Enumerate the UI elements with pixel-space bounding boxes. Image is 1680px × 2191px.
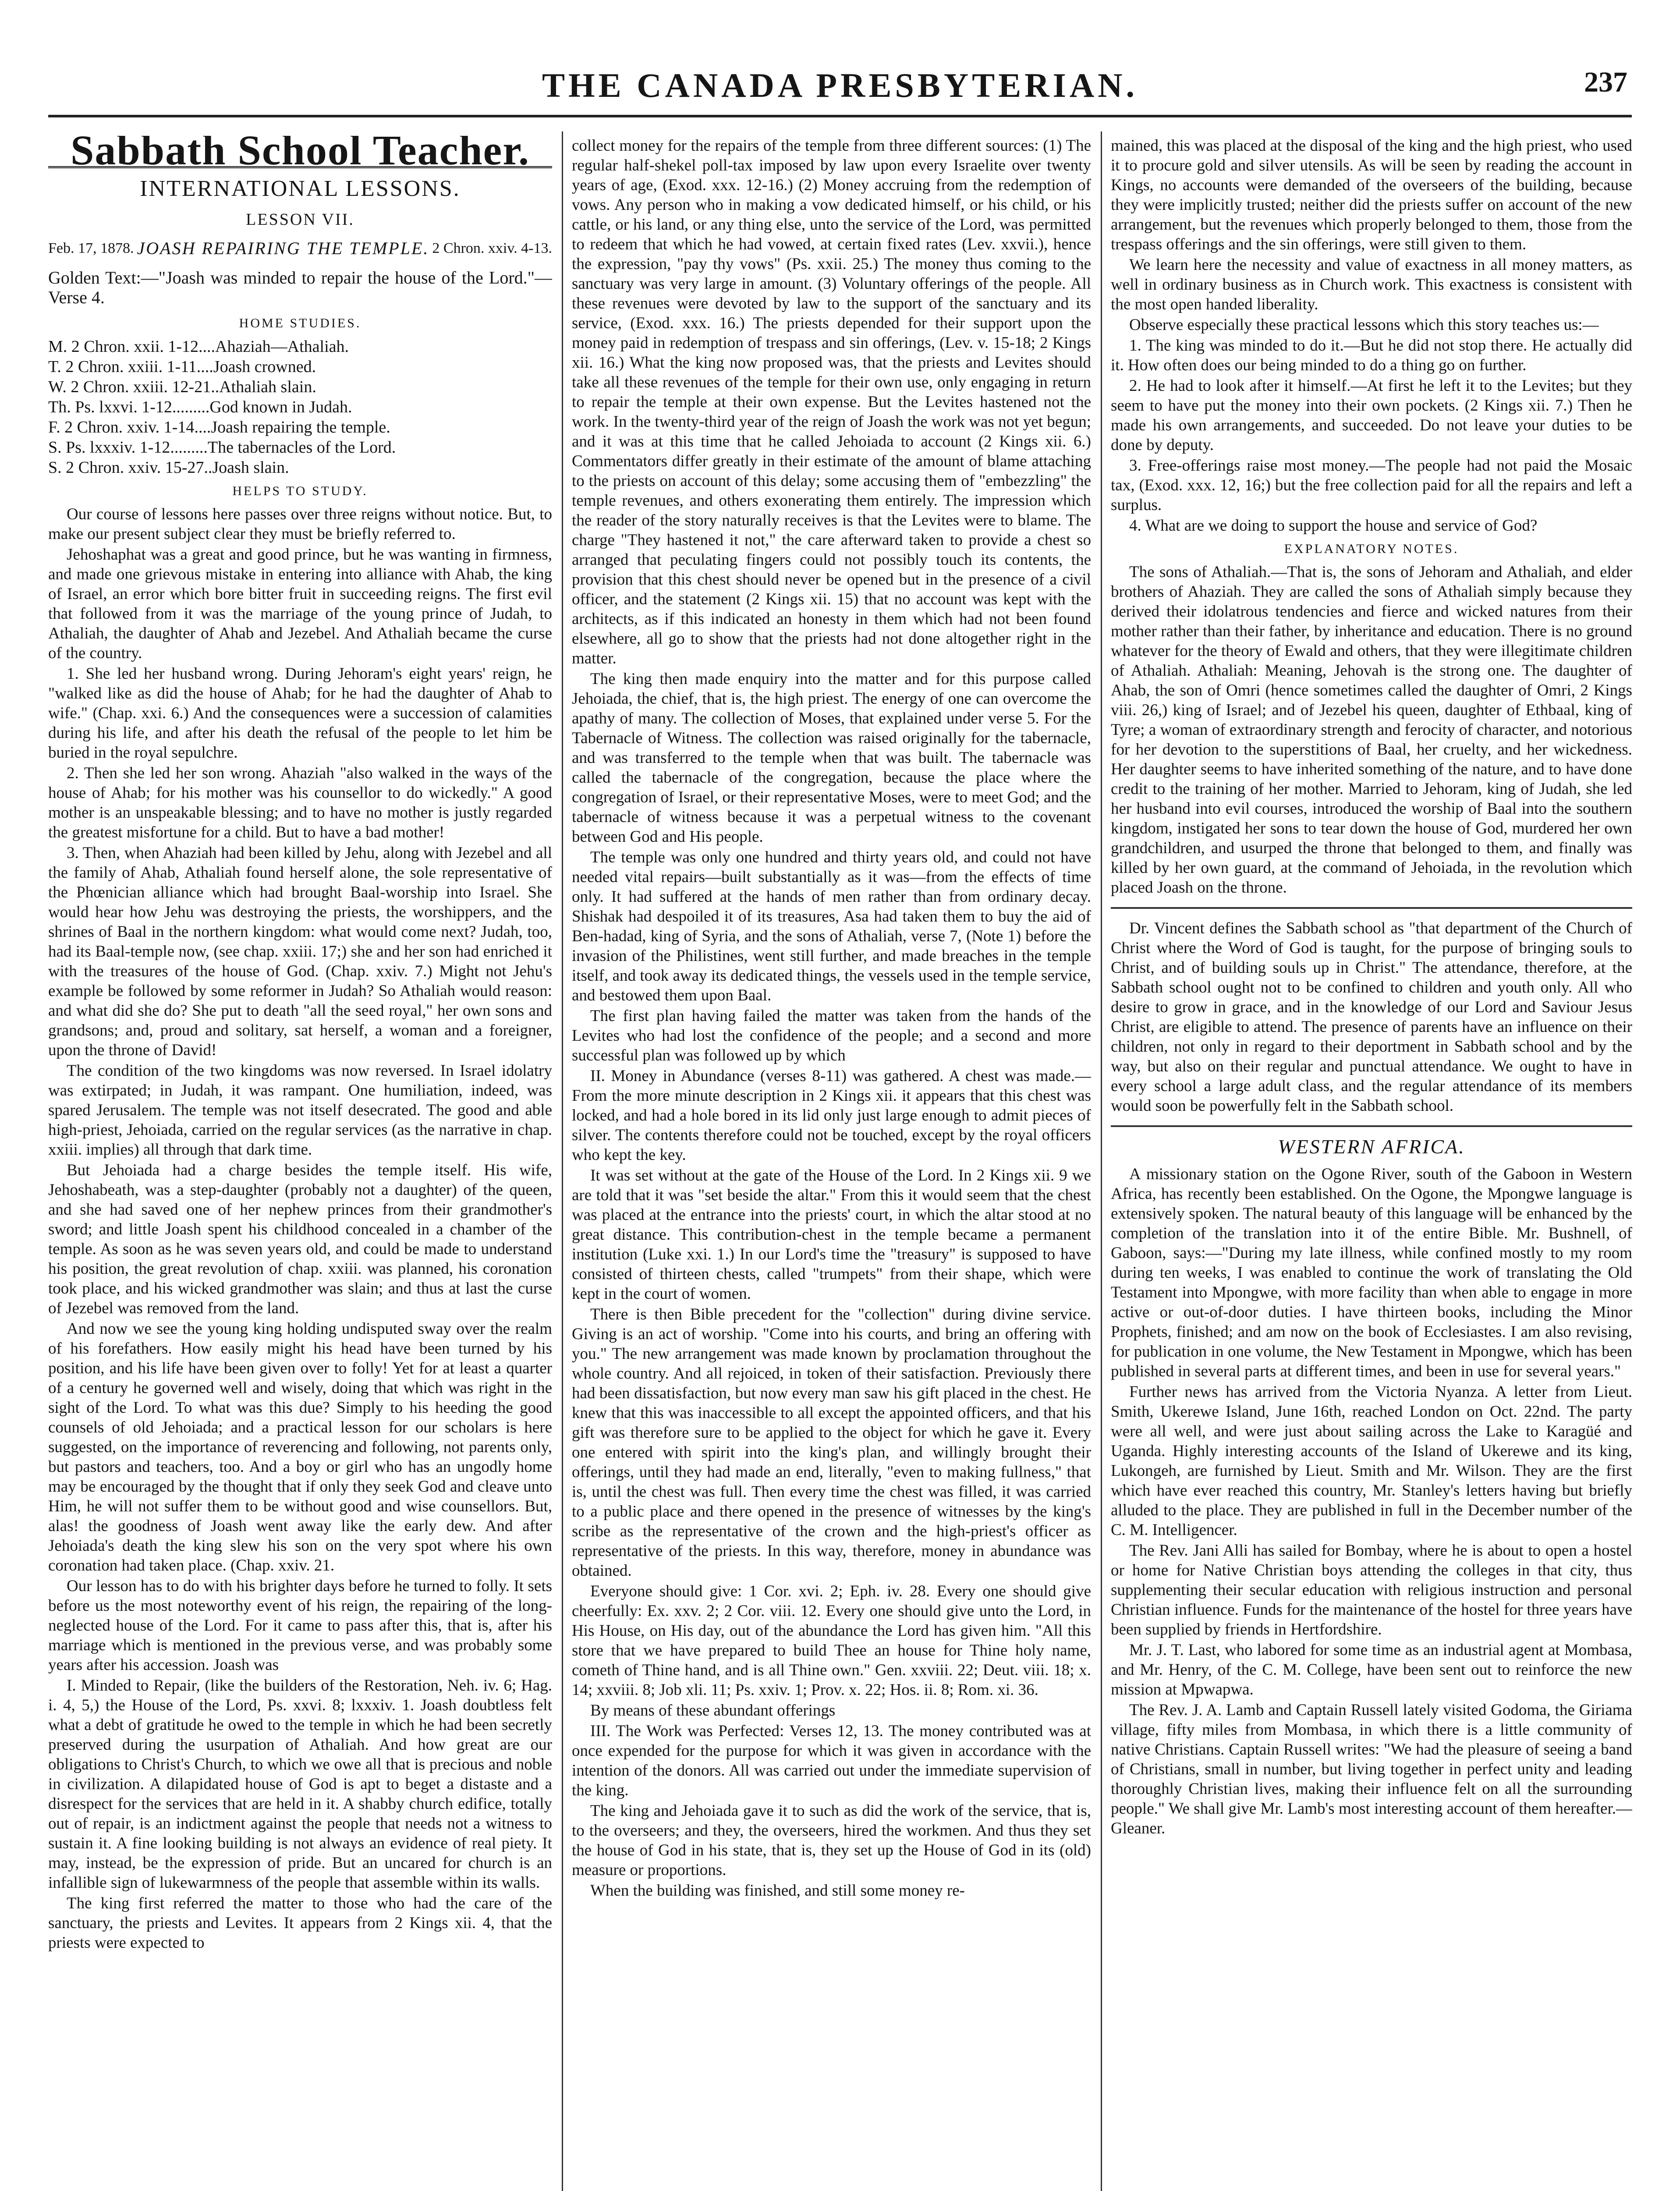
africa-paragraph: A missionary station on the Ogone River, south of the Gaboon in Western Africa, has recently been established. On the Ogone, the Mpongwe language is extensively spoken. The natural beauty of this language will be enhanced by the completion of the translation into it of the entire Bible. Mr. Bushnell, of Gaboon, says:—"During my late illness, while confined mostly to my room during ten weeks, I was enabled to continue the work of translating the Old Testament into Mpongwe, with more facility than when able to engage in more active or out-of-door duties. I have thirteen books, including the Minor Prophets, finished; and am now on the book of Ecclesiastes. I am also revising, for publication in one volume, the New Testament in Mpongwe, which has been published in several parts at different times, and been in use for several years." bbox=[1111, 1165, 1632, 1380]
paragraph: The temple was only one hundred and thirty years old, and could not have needed vital repairs—built substantially as it was—from the effects of time only. It had suffered at the hands of men rather than from ordinary decay. Shishak had despoiled it of its treasures, Asa had taken them to buy the aid of Ben-hadad, king of Syria, and the sons of Athaliah, verse 7, (Note 1) before the invasion of the Philistines, went still further, and made breaches in the temple itself, and took away its dedicated things, the vessels used in the temple service, and bestowed them upon Baal. bbox=[572, 848, 1091, 1004]
paragraph: Our lesson has to do with his brighter days before he turned to folly. It sets before us the most noteworthy event of his reign, the repairing of the long-neglected house of the Lord. For it came to pass after this, that is, after his marriage which is mentioned in the previous verse, and was probably some years after his accession. Joash was bbox=[48, 1577, 552, 1674]
paragraph: When the building was finished, and still some money re- bbox=[590, 1882, 965, 1900]
study-item: T. 2 Chron. xxiii. 1-11....Joash crowned. bbox=[48, 358, 316, 376]
column-2 bbox=[572, 136, 1091, 2191]
newspaper-title: THE CANADA PRESBYTERIAN. bbox=[542, 66, 1138, 104]
paragraph: Our course of lessons here passes over three reigns without notice. But, to make our present subject clear they must be briefly referred to. bbox=[48, 505, 552, 543]
paragraph: II. Money in Abundance (verses 8-11) was gathered. A chest was made.—From the more minute description in 2 Kings xii. it appears that this chest was locked, and had a hole bored in its lid only just large enough to admit pieces of silver. The contents therefore could not be touched, except by the royal officers who kept the key. bbox=[572, 1067, 1091, 1164]
paragraph: 2. Then she led her son wrong. Ahaziah "also walked in the ways of the house of Ahab; for his mother was his counsellor to do wickedly." A good mother is an unspeakable blessing; and to have no mother is justly regarded the greatest misfortune for a child. But to have a bad mother! bbox=[48, 764, 552, 841]
lesson-point: 4. What are we doing to support the house and service of God? bbox=[1129, 517, 1538, 535]
lesson-subject: JOASH REPAIRING THE TEMPLE. bbox=[137, 238, 429, 258]
section-divider bbox=[1111, 907, 1632, 909]
paragraph: 1. She led her husband wrong. During Jehoram's eight years' reign, he "walked like as did the house of Ahab; for he had the daughter of Ahab to wife." (Chap. xxi. 6.) And the consequences were a succession of calamities during his life, and after his death the refusal of the people to let him be buried in the royal sepulchre. bbox=[48, 665, 552, 762]
lesson-date: Feb. 17, 1878. bbox=[48, 240, 134, 256]
study-item: Th. Ps. lxxvi. 1-12.........God known in Judah. bbox=[48, 398, 352, 416]
study-item: M. 2 Chron. xxii. 1-12....Ahaziah—Athaliah. bbox=[48, 337, 349, 356]
lesson-number: LESSON VII. bbox=[246, 210, 354, 229]
paragraph: There is then Bible precedent for the "collection" during divine service. Giving is an act of worship. "Come into his courts, and bring an offering with you." The new arrangement was made known by proclamation throughout the whole country. And all rejoiced, in token of their satisfaction. Previously there had been dissatisfaction, but now every man saw his gift placed in the chest. He knew that this was inaccessible to all except the appointed officers, and that his gift was therefore sure to be applied to the object for which he gave it. Every one entered with spirit into the king's plan, and willingly brought their offerings, until they had made an end, literally, "even to making fullness," that is, until the chest was full. Then every time the chest was filled, it was carried to a public place and there opened in the presence of witnesses by the king's scribe as the representative of the crown and the high-priest's officer as representative of the priests. In this way, therefore, money in abundance was obtained. bbox=[572, 1305, 1091, 1580]
study-item: S. 2 Chron. xxiv. 15-27..Joash slain. bbox=[48, 458, 289, 477]
header-rule bbox=[48, 115, 1632, 117]
africa-paragraph: Further news has arrived from the Victoria Nyanza. A letter from Lieut. Smith, Ukerewe Island, June 16th, reached London on Oct. 22nd. The party were all well, and were just about sailing across the Lake to Karagüé and Uganda. Highly interesting accounts of the Island of Ukerewe and its king, Lukongeh, are furnished by Lieut. Smith and Mr. Wilson. They are the first which have ever reached this country, Mr. Stanley's letters having but briefly alluded to the place. They are published in full in the December number of the C. M. Intelligencer. bbox=[1111, 1383, 1632, 1539]
paragraph: The first plan having failed the matter was taken from the hands of the Levites who had lost the confidence of the people; and a second and more successful plan was followed up by which bbox=[572, 1007, 1091, 1064]
study-item: W. 2 Chron. xxiii. 12-21..Athaliah slain. bbox=[48, 378, 316, 396]
paragraph: We learn here the necessity and value of exactness in all money matters, as well in ordinary business as in Church work. This exactness is consistent with the most open handed liberality. bbox=[1111, 256, 1632, 313]
lesson-subject-row bbox=[48, 238, 552, 258]
paragraph: 3. Then, when Ahaziah had been killed by Jehu, along with Jezebel and all the family of Ahab, Athaliah found herself alone, the sole representative of the Phœnician alliance which had brought Baal-worship into Israel. She would hear how Jehu was destroying the priests, the worshippers, and the shrines of Baal in the northern kingdom: what would come next? Judah, too, had its Baal-temple now, (see chap. xxiii. 17;) she and her son had enriched it with the treasures of the house of God. (Chap. xxiv. 7.) Might not Jehu's example be followed by some reformer in Judah? So Athaliah would reason: and what did she do? She put to death "all the seed royal," her own sons and grandsons; and, proud and solitary, sat herself, a woman and a foreigner, upon the throne of David! bbox=[48, 844, 552, 1059]
paragraph: The king and Jehoiada gave it to such as did the work of the service, that is, to the overseers; and they, the overseers, hired the workmen. And thus they set the house of God in his state, that is, they set up the House of God in its (old) measure or proportions. bbox=[572, 1802, 1091, 1879]
study-item: F. 2 Chron. xxiv. 1-14....Joash repairing the temple. bbox=[48, 418, 390, 436]
paragraph: The condition of the two kingdoms was now reversed. In Israel idolatry was extirpated; in Judah, it was rampant. One humiliation, indeed, was spared Jerusalem. The temple was not itself desecrated. The good and able high-priest, Jehoiada, carried on the regular services (as the narrative in chap. xxiii. implies) all through that dark time. bbox=[48, 1062, 552, 1159]
study-item: S. Ps. lxxxiv. 1-12.........The tabernacles of the Lord. bbox=[48, 438, 396, 457]
paragraph: And now we see the young king holding undisputed sway over the realm of his forefathers. How easily might his head have been turned by his position, and his life have been given over to folly! Yet for at least a quarter of a century he governed well and wisely, doing that which was right in the sight of the Lord. To what was this due? Simply to his heeding the good counsels of old Jehoiada; and a practical lesson for our scholars is here suggested, on the importance of reverencing and following, not parents only, but pastors and teachers, too. And a boy or girl who has an ungodly home may be encouraged by the thought that if only they seek God and cleave unto Him, he will not suffer them to be without good and wise counsellors. But, alas! the goodness of Joash went away like the early dew. And after Jehoiada's death the king slew his son on the very spot where his own coronation had taken place. (Chap. xxiv. 21. bbox=[48, 1320, 552, 1574]
paragraph: I. Minded to Repair, (like the builders of the Restoration, Neh. iv. 6; Hag. i. 4, 5,) the House of the Lord, Ps. xxvi. 8; lxxxiv. 1. Joash doubtless felt what a debt of gratitude he owed to the temple in which he had been secretly preserved during the usurpation of Athaliah. And how great are our obligations to Christ's Church, to which we owe all that is precious and noble in civilization. A dilapidated house of God is apt to beget a distaste and a disrespect for the services that are held in it. A shabby church edifice, totally out of repair, is an indictment against the people that needs not a witness to sustain it. A fine looking building is not always an evidence of real piety. It may, instead, be the expression of pride. But an uncared for church is an infallible sign of lukewarmness of the people that assemble within its walls. bbox=[48, 1677, 552, 1892]
page-header bbox=[48, 66, 1632, 114]
paragraph: The king then made enquiry into the matter and for this purpose called Jehoiada, the chief, that is, the high priest. The energy of one can overcome the apathy of many. The collection of Moses, that explained under verse 5. For the Tabernacle of Witness. The collection was raised originally for the tabernacle, and was transferred to the temple when that was built. The tabernacle was called the tabernacle of the congregation, because the place where the congregation of Israel, or their representative Moses, were to meet God; and the tabernacle of witness because it was a perpetual witness to the covenant between God and His people. bbox=[572, 670, 1091, 846]
section-title: INTERNATIONAL LESSONS. bbox=[140, 176, 461, 201]
paragraph: Everyone should give: 1 Cor. xvi. 2; Eph. iv. 28. Every one should give cheerfully: Ex. xxv. 2; 2 Cor. viii. 12. Every one should give unto the Lord, in His House, on His day, out of the abundance the Lord has given him. "All this store that we have prepared to build Thee an house for Thine holy name, cometh of Thine hand, and is all Thine own." Gen. xxviii. 22; Deut. viii. 18; x. 14; xxviii. 8; Job xli. 11; Ps. xxiv. 1; Prov. x. 22; Hos. ii. 8; Rom. xi. 36. bbox=[572, 1582, 1091, 1699]
vincent-paragraph: Dr. Vincent defines the Sabbath school as "that department of the Church of Christ where the Word of God is taught, for the purpose of bringing souls to Christ, and of building souls up in Christ." The attendance, therefore, at the Sabbath school ought not to be confined to children and youth only. All who desire to grow in grace, and in the knowledge of our Lord and Saviour Jesus Christ, are eligible to attend. The presence of parents have an influence on their children, not only in regard to their deportment in Sabbath school and by the way, but also on their regular and punctual attendance. We ought to have in every school a large adult class, and the regular attendance of its members would soon be powerfully felt in the Sabbath school. bbox=[1111, 919, 1632, 1115]
lesson-point: 2. He had to look after it himself.—At first he left it to the Levites; but they seem to have put the money into their own pockets. (2 Kings xii. 7.) Then he made his own arrangements, and succeeded. Do not leave your duties to be done by deputy. bbox=[1111, 377, 1632, 454]
paragraph: mained, this was placed at the disposal of the king and the high priest, who used it to procure gold and silver utensils. As will be seen by reading the account in Kings, no accounts were demanded of the overseers of the building, because they were implicitly trusted; neither did the priests suffer on account of the new arrangement, but the revenues which properly belonged to them, those from the trespass offerings and the sin offerings, were still given to them. bbox=[1111, 137, 1632, 253]
lesson-point: 3. Free-offerings raise most money.—The people had not paid the Mosaic tax, (Exod. xxx. 12, 16;) but the free collection paid for all the repairs and left a surplus. bbox=[1111, 457, 1632, 514]
column-3 bbox=[1111, 136, 1632, 2191]
home-studies-title: HOME STUDIES. bbox=[239, 316, 362, 330]
africa-paragraph: The Rev. J. A. Lamb and Captain Russell lately visited Godoma, the Giriama village, fifty miles from Mombasa, in which there is a little community of native Christians. Captain Russell writes: "We had the pleasure of seeing a band of Christians, small in number, but living together in perfect unity and leading thoroughly Christian lives, making their influence felt on all the surrounding people." We shall give Mr. Lamb's most interesting account of them hereafter.—Gleaner. bbox=[1111, 1701, 1632, 1837]
africa-paragraph: The Rev. Jani Alli has sailed for Bombay, where he is about to open a hostel or home for Native Christian boys attending the colleges in that city, thus supplementing their secular education with religious instruction and personal Christian influence. Funds for the maintenance of the hostel for three years have been supplied by friends in Hertfordshire. bbox=[1111, 1542, 1632, 1638]
page-number: 237 bbox=[1584, 66, 1627, 98]
column-divider bbox=[562, 131, 563, 2191]
lesson-reference: 2 Chron. xxiv. 4-13. bbox=[432, 240, 552, 256]
paragraph: collect money for the repairs of the temple from three different sources: (1) The regular half-shekel poll-tax imposed by law upon every Israelite over twenty years of age, (Exod. xxx. 12-16.) (2) Money accruing from the redemption of vows. Any person who in making a vow dedicated himself, or his child, or his cattle, or his land, or any thing else, unto the service of the Lord, was permitted to redeem that which he had vowed, at certain fixed rates (Lev. xxvii.), hence the expression, "pay thy vows" (Ps. xxii. 25.) The money thus coming to the sanctuary was very large in amount. (3) Voluntary offerings of the people. All these revenues were devoted by law to the support of the sanctuary and its service, (Exod. xxx. 16.) The priests depended for their support upon the money paid in redemption of trespass and sin offerings, (Lev. v. 15-18; 2 Kings xii. 16.) What the king now proposed was, that the priests and Levites should take all these revenues of the temple for their own use, only engaging in return to repair the temple at their own expense. But the Levites hastened not the work. In the twenty-third year of the reign of Joash the work was not yet begun; and it was at this time that he called Jehoiada to account (2 Kings xii. 6.) Commentators differ greatly in their estimate of the amount of blame attaching to the priests on account of this delay; some accusing them of "embezzling" the temple revenues, and others exonerating them entirely. The impression which the reader of the story naturally receives is that the Levites were to blame. The charge "They hastened it not," the care afterward taken to provide a chest so arranged that peculating fingers could not possibly touch its contents, the provision that this chest should never be opened but in the presence of a civil officer, and the statement (2 Kings xii. 15) that no account was kept with the architects, as if this indicated an honesty in them which had not been found elsewhere, all go to show that the priests had not done altogether right in the matter. bbox=[572, 137, 1091, 667]
paragraph: The king first referred the matter to those who had the care of the sanctuary, the priests and Levites. It appears from 2 Kings xii. 4, that the priests were expected to bbox=[48, 1894, 552, 1952]
paragraph: III. The Work was Perfected: Verses 12, 13. The money contributed was at once expended for the purpose for which it was given in accordance with the intention of the donors. All was carried out under the immediate supervision of the king. bbox=[572, 1722, 1091, 1799]
section-divider bbox=[1111, 1125, 1632, 1127]
western-africa-title: WESTERN AFRICA. bbox=[1278, 1135, 1465, 1158]
golden-text: Golden Text:—"Joash was minded to repair the house of the Lord."—Verse 4. bbox=[48, 268, 552, 307]
explanatory-notes-title: EXPLANATORY NOTES. bbox=[1284, 542, 1459, 556]
section-masthead: Sabbath School Teacher. bbox=[48, 136, 552, 168]
paragraph: But Jehoiada had a charge besides the temple itself. His wife, Jehoshabeath, was a step-daughter (probably not a daughter) of the queen, and she had saved one of her nephew princes from their grandmother's sword; and little Joash spent his childhood concealed in a chamber of the temple. As soon as he was seven years old, and could be made to understand his position, the great revolution of chap. xxiii. was planned, his coronation took place, and his wicked grandmother was slain; and thus at last the curse of Jezebel was removed from the land. bbox=[48, 1161, 552, 1317]
paragraph: It was set without at the gate of the House of the Lord. In 2 Kings xii. 9 we are told that it was "set beside the altar." From this it would seem that the chest was placed at the entrance into the priests' court, in which the altar stood at no great distance. This contribution-chest in the temple became a permanent institution (Luke xxi. 1.) In our Lord's time the "treasury" is supposed to have consisted of thirteen chests, called "trumpets" from their shape, which were kept in the court of women. bbox=[572, 1166, 1091, 1303]
lesson-point: 1. The king was minded to do it.—But he did not stop there. He actually did it. How often does our being minded to do a thing go on further. bbox=[1111, 337, 1632, 374]
paragraph: Observe especially these practical lessons which this story teaches us:— bbox=[1129, 316, 1599, 334]
note-paragraph: The sons of Athaliah.—That is, the sons of Jehoram and Athaliah, and elder brothers of Ahaziah. They are called the sons of Athaliah simply because they derived their idolatrous tendencies and fierce and wicked natures from their mother rather than their father, by inheritance and education. There is no ground whatever for the theory of Ewald and others, that they were illegitimate children of Athaliah. Athaliah: Meaning, Jehovah is the strong one. The daughter of Ahab, the son of Omri (hence sometimes called the daughter of Omri, 2 Kings viii. 26,) king of Israel; and of Jezebel his queen, daughter of Ethbaal, king of Tyre; a woman of extraordinary strength and ferocity of character, and notorious for her devotion to the superstitions of Baal, her cruelty, and her wickedness. Her daughter seems to have inherited something of the nature, and to have done credit to the training of her mother. Married to Jehoram, king of Judah, she led her husband into evil courses, introduced the worship of Baal into the southern kingdom, instigated her sons to tear down the house of God, murdered her own grandchildren, and usurped the throne that belonged to them, and finally was killed by her own guard, at the command of Jehoiada, in the revolution which placed Joash on the throne. bbox=[1111, 563, 1632, 897]
africa-paragraph: Mr. J. T. Last, who labored for some time as an industrial agent at Mombasa, and Mr. Henry, of the C. M. College, have been sent out to reinforce the new mission at Mpwapwa. bbox=[1111, 1641, 1632, 1698]
paragraph: By means of these abundant offerings bbox=[590, 1702, 836, 1719]
column-1 bbox=[48, 136, 552, 2191]
home-studies-list bbox=[48, 337, 552, 478]
helps-title: HELPS TO STUDY. bbox=[232, 484, 368, 498]
paragraph: Jehoshaphat was a great and good prince, but he was wanting in firmness, and made one grievous mistake in entering into alliance with Ahab, the king of Israel, an error which bore bitter fruit in succeeding reigns. The first evil that followed from it was the marriage of the young prince of Judah, to Athaliah, the daughter of Ahab and Jezebel. And Athaliah became the curse of the country. bbox=[48, 546, 552, 662]
column-divider bbox=[1101, 131, 1102, 2191]
